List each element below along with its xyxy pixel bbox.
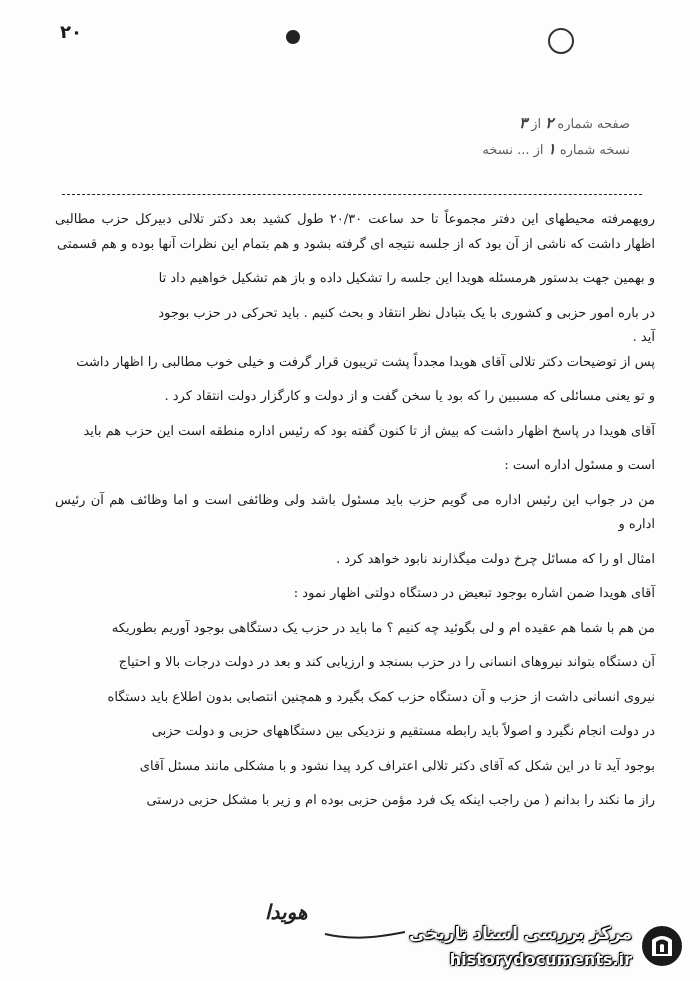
document-body [55, 208, 655, 814]
paragraph: من هم با شما هم عقیده ام و لی بگوئید چه کنیم ؟ ما باید در حزب یک دستگاهی بوجود آوریم بطوریکه [111, 620, 655, 636]
paragraph: آن دستگاه بتواند نیروهای انسانی را در حزب بسنجد و ارزیابی کند و بعد در دولت درجات بالا و احتیاج [118, 655, 655, 670]
paragraph: و بهمین جهت بدستور هرمسئله هویدا این جلسه را تشکیل داده و باز هم تشکیل خواهیم داد تا [158, 271, 655, 286]
signature [255, 896, 415, 946]
watermark-url: historydocuments.ir [449, 950, 632, 969]
archive-watermark [409, 918, 692, 976]
corner-mark: ۲۰ [60, 22, 82, 43]
page-number-prefix: صفحه شماره [553, 117, 630, 132]
paragraph: راز ما نکند را بدانم ( من راجب اینکه یک فرد مؤمن حزبی بوده ام و زیر با مشکل حزبی درستی [146, 793, 655, 808]
paragraph: آید . [632, 330, 655, 345]
paragraph: آقای هویدا ضمن اشاره بوجود تبعیض در دستگاه دولتی اظهار نمود : [293, 586, 655, 601]
archive-logo-icon [638, 922, 686, 970]
paragraph: امثال او را که مسائل چرخ دولت میگذارند نابود خواهد کرد . [336, 551, 655, 567]
signature-handwriting: هویدا [265, 900, 308, 924]
paragraph: رویهمرفته محیطهای این دفتر مجموعاً تا حد ساعت ۲۰/۳۰ طول کشید بعد دکتر تلالی دبیرکل حزب مطالبی اظهار داشت که ناشی از آن بود که از جلسه نتیجه ای گرفته بشود و هم بتمام این نظرات آنها بوده و هم قسمتی [55, 212, 655, 252]
paragraph: بوجود آید تا در این شکل که آقای دکتر تلالی اعتراف کرد پیدا نشود و با مشکلی مانند مسئل آقای [139, 758, 655, 774]
copy-number-line [330, 136, 630, 162]
paragraph: من در جواب این رئیس اداره می گویم حزب باید مسئول باشد ولی وظائفی است و اما وظائف هم آن رئیس اداره و [55, 492, 655, 532]
copy-number-prefix: نسخه شماره [555, 143, 630, 158]
page-total-handwritten: ۳ [519, 114, 528, 132]
watermark-title: مرکز بررسی اسناد تاریخی [409, 924, 632, 944]
paragraph: و تو یعنی مسائلی که مسببین را که بود یا سخن گفت و از دولت و کارگزار دولت انتقاد کرد . [164, 389, 655, 404]
header-divider [62, 194, 642, 195]
page-number-line [330, 110, 630, 136]
paragraph: آقای هویدا در پاسخ اظهار داشت که بیش از تا کنون گفته بود که رئیس اداره منطقه است این حزب هم باید [83, 423, 655, 439]
copy-number-suffix: از ... نسخه [482, 143, 548, 158]
page-number-handwritten: ۲ [545, 114, 554, 132]
paragraph: پس از توضیحات دکتر تلالی آقای هویدا مجدداً پشت تریبون قرار گرفت و خیلی خوب مطالبی را اظهار داشت [76, 354, 655, 370]
punch-hole-left [286, 30, 300, 44]
paragraph: در باره امور حزبی و کشوری با یک بتبادل نظر انتقاد و بحث کنیم . باید تحرکی در حزب بوجود [158, 305, 655, 321]
punch-hole-right [548, 28, 574, 54]
page-number-middle: از [527, 117, 546, 132]
signature-stroke [255, 896, 415, 946]
page-header [330, 110, 630, 162]
paragraph: است و مسئول اداره است : [504, 458, 655, 473]
copy-number-handwritten: ۱ [547, 140, 556, 158]
paragraph: در دولت انجام نگیرد و اصولاً باید رابطه مستقیم و نزدیکی بین دستگاههای حزبی و دولت حزبی [151, 724, 655, 739]
paragraph: نیروی انسانی داشت از حزب و آن دستگاه حزب کمک بگیرد و همچنین انتصابی بدون اطلاع باید دستگاه [107, 689, 655, 705]
